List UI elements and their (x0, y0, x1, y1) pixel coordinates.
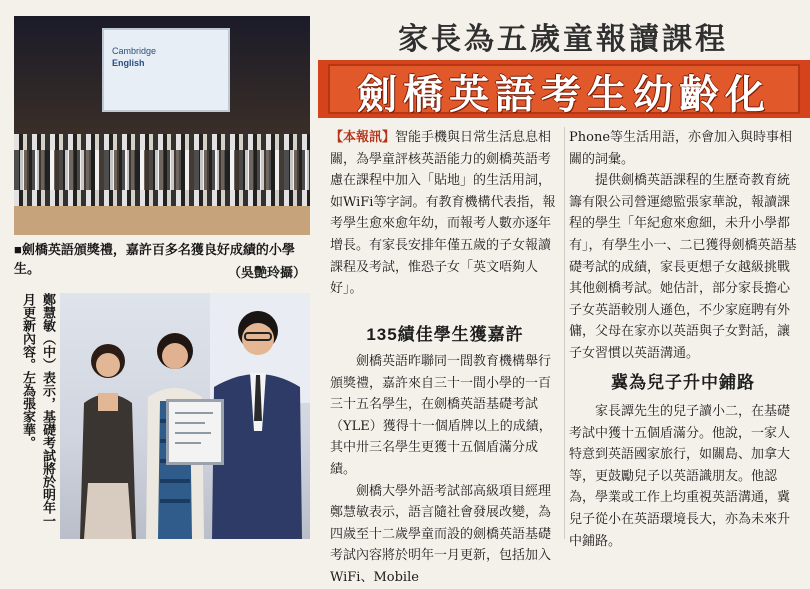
article-headline: 劍橋英語考生幼齡化 (357, 73, 771, 117)
lead-text: 智能手機與日常生活息息相關，為學童評核英語能力的劍橋英語考慮在課程中加入「貼地」的生活用詞，如WiFi等字詞。有教育機構代表指，報考學生愈來愈年幼，而報考人數亦逐年增長。有家長安排年僅五歲的子女報讀課程及考試，惟恐子女「英文唔夠人好」。 (330, 130, 556, 297)
paragraph-parent: 家長譚先生的兒子讀小二，在基礎考試中獲十五個盾滿分。他說，一家人特意到英語國家旅行，如關島、加拿大等，更鼓勵兒子以英語識朋友。他認為，學業或工作上均重視英語溝通，冀兒子從小在英語環境長大，亦為未來升中鋪路。 (569, 404, 791, 549)
certificate (166, 399, 224, 465)
award-photo (60, 293, 310, 539)
person-right (212, 301, 302, 539)
photo1-credit: （吳艷玲攝） (228, 265, 307, 280)
paragraph-continued: Phone等生活用語，亦會加入與時事相關的詞彙。 (569, 130, 793, 167)
column-1-top (330, 127, 560, 300)
screen-text-line1: Cambridge (112, 46, 157, 56)
photo2-caption-text: 鄭慧敏（中）表示，基礎考試將於明年一月更新內容。左為張家華。 (21, 293, 56, 527)
lead-tag: 【本報訊】 (330, 130, 396, 145)
stage-floor (14, 206, 310, 235)
column-2-bottom (569, 401, 797, 552)
ceremony-photo (14, 16, 310, 235)
paragraph-ceremony: 劍橋英語昨聯同一間教育機構舉行頒獎禮，嘉許來自三十一間小學的一百三十五名學生，在劍橋英語基礎考試（YLE）獲得十一個盾牌以上的成績，其中卅三名學生更獲十五個盾滿分成績。 (330, 354, 552, 477)
photo2-caption (16, 293, 58, 539)
subheading-parent: 冀為兒子升中鋪路 (611, 373, 755, 392)
subheading-awards: 135績佳學生獲嘉許 (366, 325, 524, 344)
paragraph-exam-update: 劍橋大學外語考試部高級項目經理鄭慧敏表示，語言隨社會發展改變，為四歲至十二歲學童而設的劍橋英語基礎考試內容將於明年一月更新，包括加入WiFi、Mobile (330, 483, 552, 585)
column-divider (564, 127, 565, 539)
stage-screen (102, 28, 230, 112)
paragraph-director: 提供劍橋英語課程的生歷奇教育統籌有限公司營運總監張家華說，報讀課程的學生「年紀愈來愈細，未升小學都有」，有學生小一、二已獲得劍橋英語基礎考試的成績，家長更想子女越級挑戰其他劍橋考試。她估計，部分家長擔心子女英語較別人遜色，不少家庭聘有外傭，父母在家亦以英語與子女對話，讓子女習慣以英語溝通。 (569, 173, 797, 361)
screen-text-line2: English (112, 58, 145, 68)
photo1-caption: ■劍橋英語頒獎禮，嘉許百多名獲良好成績的小學生。 (14, 242, 295, 276)
article-kicker: 家長為五歲童報讀課程 (398, 23, 728, 56)
person-left (78, 333, 138, 539)
graduates-crowd-front (14, 150, 310, 190)
column-2-top (569, 127, 797, 365)
lead-paragraph (330, 127, 560, 300)
column-1-bottom (330, 351, 560, 589)
